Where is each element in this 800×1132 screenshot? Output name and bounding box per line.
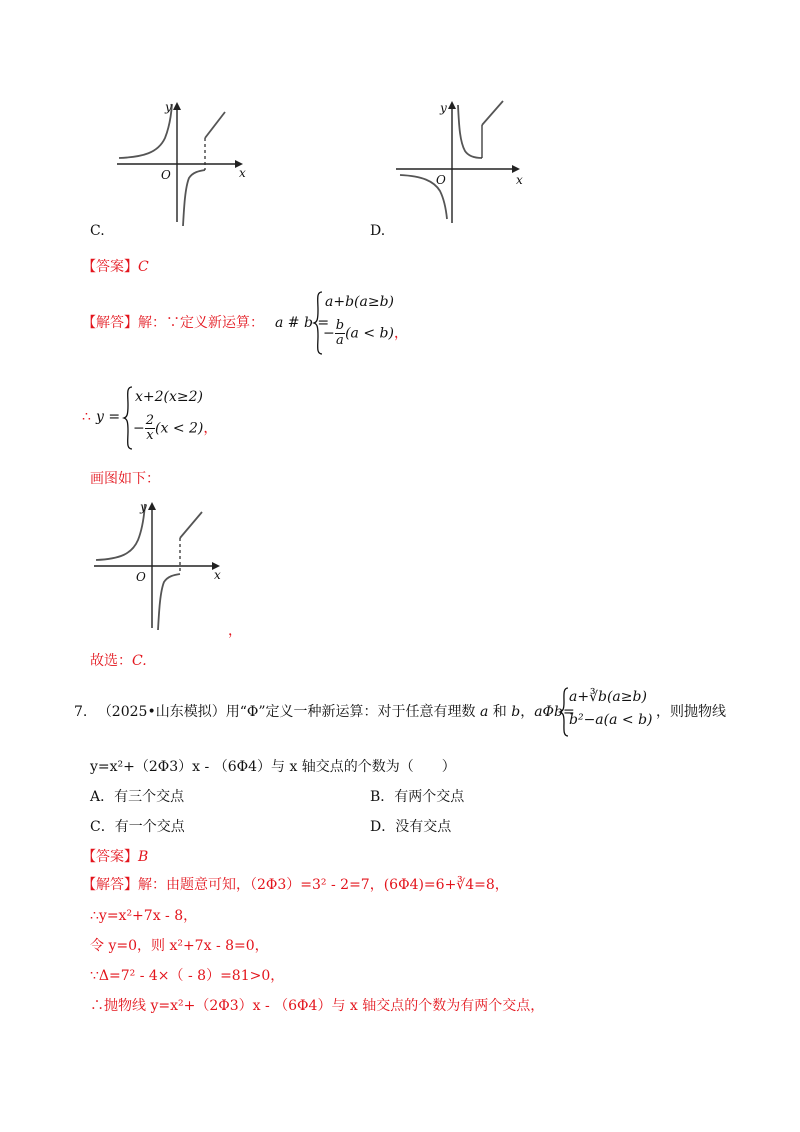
piecewise-2-case-1: x+2(x≥2): [135, 389, 203, 405]
comma: ，: [393, 325, 408, 342]
analysis-2-line-3: 令 y=0，则 x²+7x - 8=0，: [90, 938, 269, 954]
choice-1-value: C.: [132, 653, 147, 669]
answer-1: [82, 258, 149, 276]
question-number: 7.: [74, 704, 88, 720]
answer-2-tag: 【答案】: [82, 849, 138, 865]
fraction-b-over-a: [335, 319, 345, 348]
graph-d-y-label: y: [440, 101, 447, 115]
fraction-2-over-x: [145, 414, 155, 443]
graph-option-c: [113, 98, 253, 228]
solution-graph-x-label: x: [214, 568, 221, 582]
option-d-label: D.: [370, 223, 386, 239]
solution-graph-origin-label: O: [136, 570, 146, 584]
analysis-2-line-2: ∴y=x²+7x - 8，: [90, 908, 198, 924]
stem-comma: ，: [520, 704, 535, 720]
y-equals: y =: [96, 409, 121, 425]
fraction-numerator: 2: [145, 413, 155, 428]
option-c: C．有一个交点: [90, 819, 185, 835]
graph-c-y-label: y: [165, 100, 172, 114]
fraction-denominator: a: [336, 333, 344, 348]
analysis-1-lead: [82, 314, 264, 332]
fraction-denominator: x: [146, 428, 154, 443]
analysis-1-tag: 【解答】: [82, 315, 138, 331]
answer-2: [82, 848, 148, 866]
var-a: a: [479, 704, 489, 720]
analysis-1-text: 解：∵定义新运算：: [138, 315, 264, 331]
option-d: D．没有交点: [370, 819, 452, 835]
choice-1-text: 故选：: [90, 653, 132, 669]
case-2-minus: −: [133, 420, 145, 437]
analysis-2-line-5: ∴抛物线 y=x²+（2Φ3）x - （6Φ4）与 x 轴交点的个数为有两个交点，: [90, 998, 545, 1014]
case-2-minus: −: [323, 325, 335, 342]
fraction-numerator: b: [335, 318, 345, 333]
answer-2-value: B: [138, 849, 149, 865]
therefore-symbol: ∴: [82, 409, 91, 425]
piecewise-1-case-1: a+b(a≥b): [325, 294, 395, 310]
question-stem: （2025•山东模拟）用“Φ”定义一种新运算：对于任意有理数: [97, 704, 476, 720]
answer-1-value: C: [138, 259, 149, 275]
option-b: B．有两个交点: [370, 789, 465, 805]
case-2-condition: (x < 2): [155, 420, 204, 437]
choice-1: [90, 652, 147, 670]
solution-graph-y-label: y: [140, 500, 147, 514]
var-b: b: [511, 704, 521, 720]
word-and: 和: [492, 704, 507, 720]
operation-def: aΦb=: [534, 704, 575, 720]
analysis-2-text: 解：由题意可知，（2Φ3）=3² - 2=7，(6Φ4)=6+∛4=8，: [138, 877, 509, 893]
case-2-condition: (a < b): [345, 325, 394, 342]
answer-1-tag: 【答案】: [82, 259, 138, 275]
q7-case-1: a+∛b(a≥b): [569, 689, 647, 705]
question-7-line-1: [74, 703, 575, 721]
option-a: A．有三个交点: [90, 789, 185, 805]
comma: ，: [203, 420, 218, 437]
question-stem-post: ，则抛物线: [656, 704, 726, 720]
question-7-line-2: y=x²+（2Φ3）x - （6Φ4）与 x 轴交点的个数为（ ）: [90, 759, 456, 775]
piecewise-2-case-2: [133, 414, 217, 443]
draw-as-follows: 画图如下：: [90, 471, 160, 487]
operation-left: a # b =: [275, 315, 330, 331]
graph-option-d: [392, 97, 532, 227]
piecewise-1-case-2: [323, 319, 408, 348]
q7-case-2: b²−a(a < b): [569, 712, 653, 728]
graph-c-origin-label: O: [161, 168, 171, 182]
graph-d-x-label: x: [516, 173, 523, 187]
graph-d-origin-label: O: [436, 173, 446, 187]
analysis-2-line-4: ∵Δ=7² - 4×（ - 8）=81>0，: [90, 968, 285, 984]
option-c-label: C.: [90, 223, 105, 239]
solution-graph: [90, 496, 230, 631]
analysis-2-line-1: [82, 876, 509, 894]
graph-c-x-label: x: [239, 166, 246, 180]
analysis-2-tag: 【解答】: [82, 877, 138, 893]
after-graph-comma: ，: [228, 623, 242, 639]
